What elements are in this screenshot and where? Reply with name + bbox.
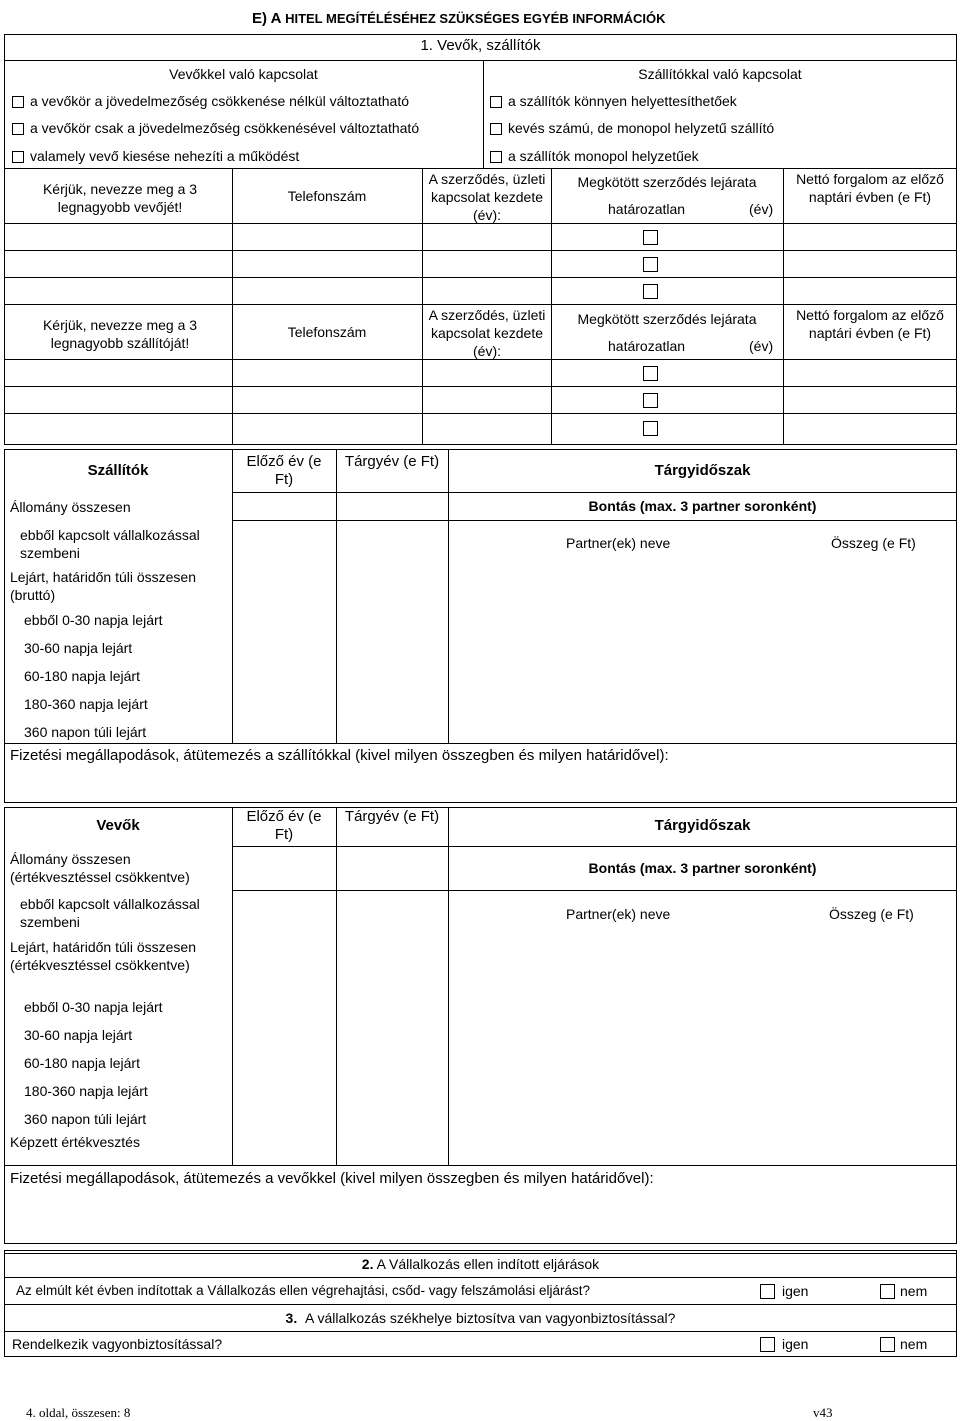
buyers-indefinite-label: határozatlan [608,201,686,217]
buyer-3-indefinite-checkbox[interactable] [643,284,658,299]
buyers-period: Tárgyidőszak [654,817,751,834]
suppliers-year-label: (év) [749,338,774,354]
buyers-start-label: A szerződés, üzleti kapcsolat kezdete (év): [428,171,546,223]
section-2-yes-label: igen [782,1283,809,1299]
buyer-option-2[interactable] [12,120,419,136]
section-3-title [4,1310,957,1326]
buyers-breakdown: Bontás (max. 3 partner soronként) [588,860,817,876]
section-e-title-text: HITEL MEGÍTÉLÉSÉHEZ SZÜKSÉGES EGYÉB INFORMÁCIÓK [285,11,666,26]
supplier-3-indefinite-checkbox[interactable] [643,421,658,436]
suppliers-relation-heading: Szállítókkal való kapcsolat [638,66,802,82]
section-2-num: 2. [361,1256,374,1272]
suppliers-period: Tárgyidőszak [654,462,751,479]
top-buyers-label: Kérjük, nevezze meg a 3 legnagyobb vevőjét! [42,181,198,215]
suppliers-row: Állomány összesen [10,499,131,515]
supplier-option-label: kevés számú, de monopol helyzetű szállító [508,120,775,136]
supplier-option-label: a szállítók monopol helyzetűek [508,148,699,164]
supplier-option-1[interactable] [490,93,737,109]
supplier-option-label: a szállítók könnyen helyettesíthetőek [508,93,737,109]
buyers-agreements-label: Fizetési megállapodások, átütemezés a vevőkkel (kivel milyen összegben és milyen határidővel): [10,1170,654,1187]
buyers-relation-heading: Vevőkkel való kapcsolat [169,66,318,82]
buyers-phone-label: Telefonszám [287,188,367,204]
buyers-row: Állomány összesen (értékvesztéssel csökkentve) [10,851,190,885]
checkbox[interactable] [490,96,502,108]
section-2-yes-checkbox[interactable] [760,1284,775,1299]
suppliers-row: ebből 0-30 napja lejárt [24,612,163,628]
suppliers-row: ebből kapcsolt vállalkozással szembeni [20,527,200,561]
suppliers-phone-label: Telefonszám [287,324,367,340]
section-e-title [252,10,665,27]
buyer-option-label: a vevőkör csak a jövedelmezőség csökkenésével változtatható [30,120,420,136]
suppliers-start-label: A szerződés, üzleti kapcsolat kezdete (év): [428,307,546,359]
buyers-row: 60-180 napja lejárt [24,1055,140,1071]
buyers-row: ebből 0-30 napja lejárt [24,999,163,1015]
section-3-no-checkbox[interactable] [880,1337,895,1352]
checkbox[interactable] [490,123,502,135]
buyers-curr-year: Tárgyév (e Ft) [344,808,440,825]
buyer-option-1[interactable] [12,93,409,109]
supplier-2-indefinite-checkbox[interactable] [643,393,658,408]
suppliers-row: Lejárt, határidőn túli összesen (bruttó) [10,569,196,603]
suppliers-turnover-label: Nettó forgalom az előző naptári évben (e Ft) [796,307,944,341]
buyers-year-label: (év) [749,201,774,217]
suppliers-row: 180-360 napja lejárt [24,696,148,712]
buyers-table-heading: Vevők [96,817,140,834]
buyer-option-label: valamely vevő kiesése nehezíti a működést [30,148,300,164]
suppliers-table-heading: Szállítók [87,462,149,479]
buyers-prev-year: Előző év (e Ft) [246,808,322,843]
section-3-no-label: nem [900,1336,928,1352]
suppliers-amount: Összeg (e Ft) [831,535,916,551]
section-3-title-text: A vállalkozás székhelye biztosítva van vagyonbiztosítással? [305,1310,676,1326]
buyer-1-indefinite-checkbox[interactable] [643,230,658,245]
section-3-num: 3. [285,1310,298,1326]
section-2-question: Az elmúlt két évben indítottak a Vállalkozás ellen végrehajtási, csőd- vagy felszámolási eljárást? [16,1283,591,1298]
section-2-title [4,1256,957,1272]
buyers-amount: Összeg (e Ft) [829,906,914,922]
buyers-row: Lejárt, határidőn túli összesen (értékvesztéssel csökkentve) [10,939,196,973]
checkbox[interactable] [12,96,24,108]
supplier-1-indefinite-checkbox[interactable] [643,366,658,381]
suppliers-row: 360 napon túli lejárt [24,724,147,740]
section-e-prefix: E) A [252,10,286,27]
suppliers-row: 60-180 napja lejárt [24,668,140,684]
section-2-title-text: A Vállalkozás ellen indított eljárások [373,1256,600,1272]
section-3-yes-label: igen [782,1336,809,1352]
buyers-row: ebből kapcsolt vállalkozással szembeni [20,896,200,930]
suppliers-breakdown: Bontás (max. 3 partner soronként) [588,498,817,514]
version-label: v43 [813,1405,833,1420]
buyer-option-label: a vevőkör a jövedelmezőség csökkenése nélkül változtatható [30,93,409,109]
top-suppliers-label: Kérjük, nevezze meg a 3 legnagyobb szállítóját! [42,317,198,351]
supplier-option-2[interactable] [490,120,774,136]
buyer-option-3[interactable] [12,148,299,164]
buyers-partner-name: Partner(ek) neve [566,906,671,922]
section-2-no-label: nem [900,1283,928,1299]
suppliers-curr-year: Tárgyév (e Ft) [344,453,440,470]
buyer-2-indefinite-checkbox[interactable] [643,257,658,272]
buyers-row: Képzett értékvesztés [10,1134,140,1150]
suppliers-expiry-label: Megkötött szerződés lejárata [577,311,757,327]
suppliers-row: 30-60 napja lejárt [24,640,133,656]
section-1-title: 1. Vevők, szállítók [420,37,541,54]
checkbox[interactable] [12,123,24,135]
checkbox[interactable] [490,151,502,163]
section-3-yes-checkbox[interactable] [760,1337,775,1352]
section-3-question: Rendelkezik vagyonbiztosítással? [12,1336,223,1352]
suppliers-prev-year: Előző év (e Ft) [246,453,322,488]
page-number: 4. oldal, összesen: 8 [26,1405,131,1420]
buyers-row: 360 napon túli lejárt [24,1111,147,1127]
suppliers-agreements-label: Fizetési megállapodások, átütemezés a szállítókkal (kivel milyen összegben és milyen határidővel): [10,747,669,764]
buyers-turnover-label: Nettó forgalom az előző naptári évben (e Ft) [796,171,944,205]
buyers-row: 30-60 napja lejárt [24,1027,133,1043]
buyers-row: 180-360 napja lejárt [24,1083,148,1099]
buyers-expiry-label: Megkötött szerződés lejárata [577,174,757,190]
supplier-option-3[interactable] [490,148,699,164]
checkbox[interactable] [12,151,24,163]
suppliers-partner-name: Partner(ek) neve [566,535,671,551]
section-2-no-checkbox[interactable] [880,1284,895,1299]
suppliers-indefinite-label: határozatlan [608,338,686,354]
